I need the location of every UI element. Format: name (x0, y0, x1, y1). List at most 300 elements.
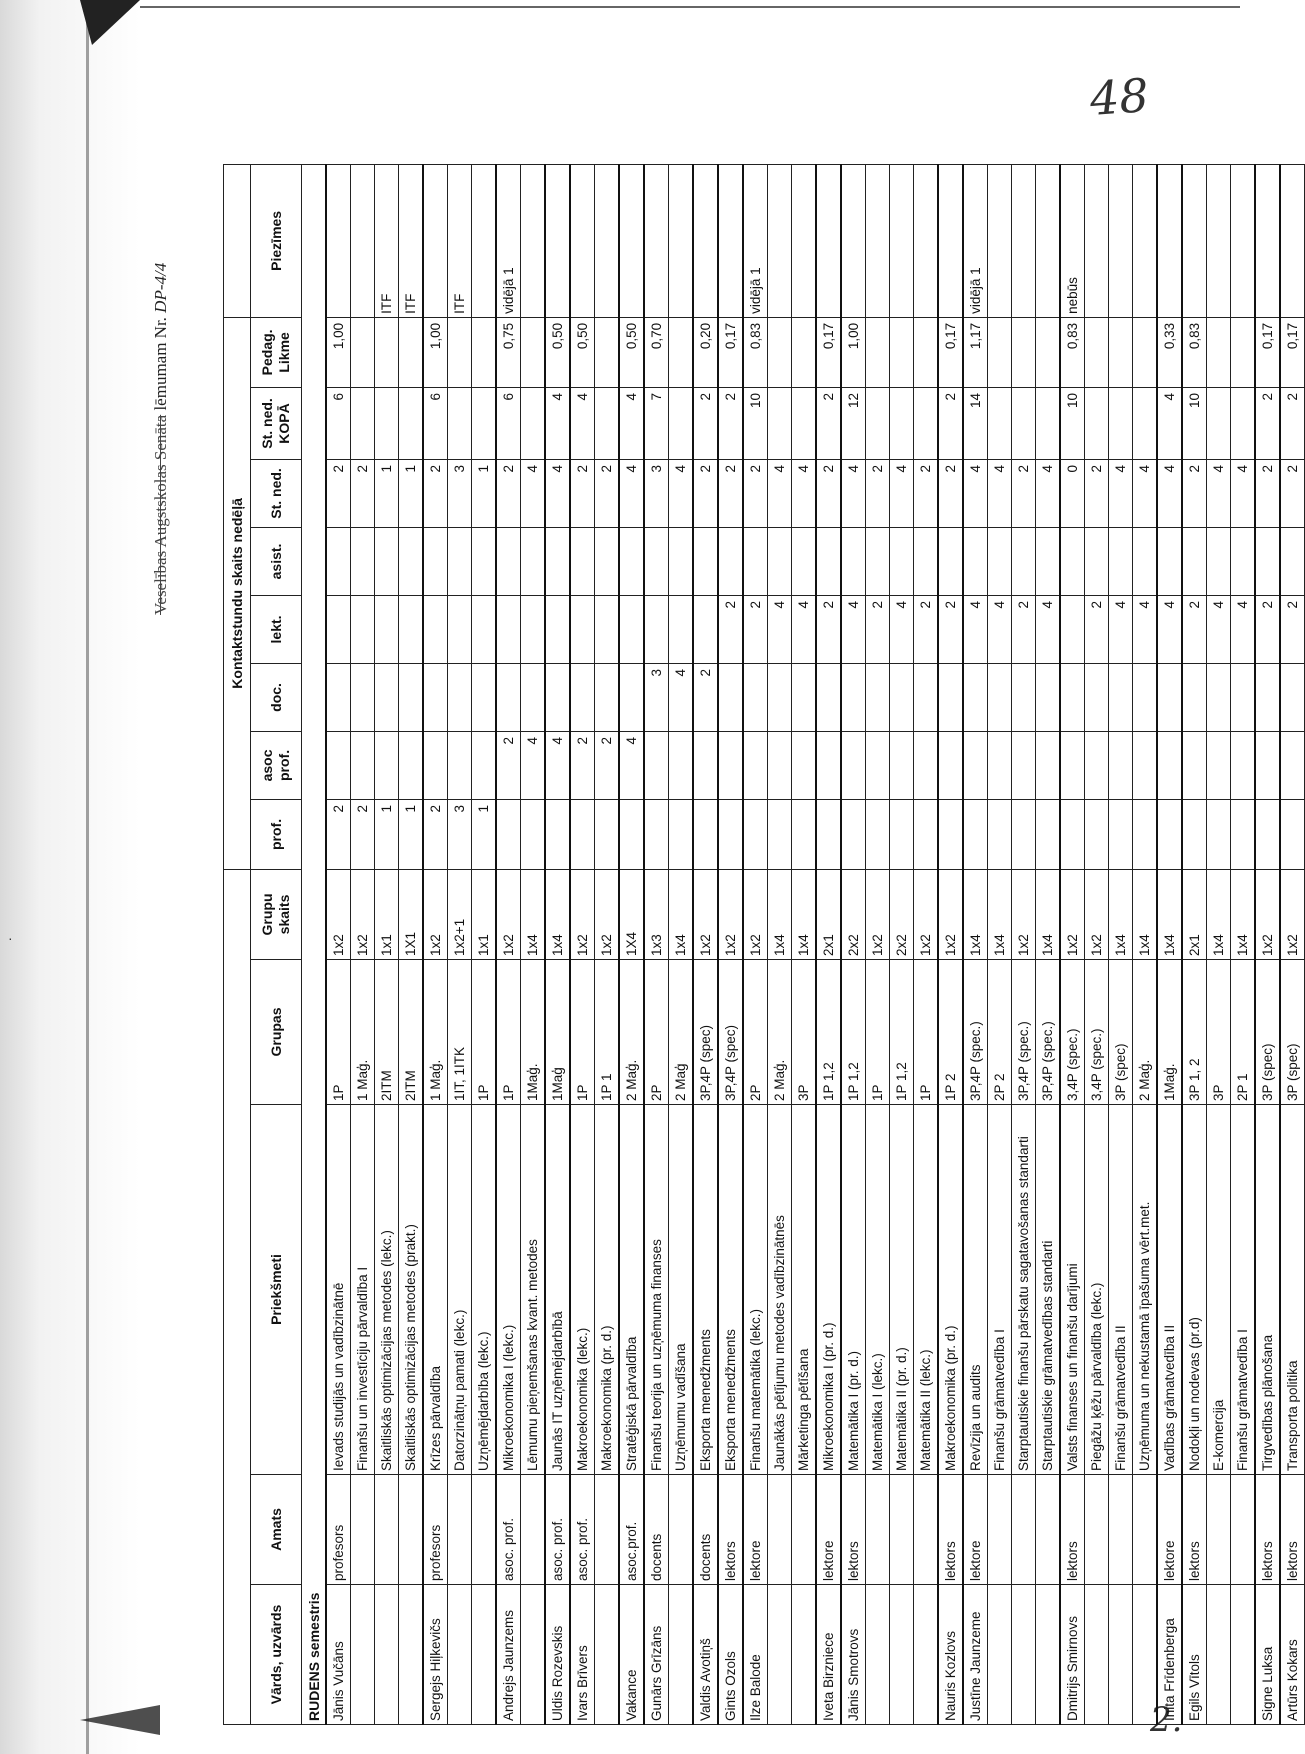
cell-weekly-total (1207, 387, 1231, 459)
cell-assoc-prof: 4 (619, 731, 644, 799)
cell-assoc-prof (1109, 731, 1133, 799)
cell-load-rate: 0,83 (1060, 317, 1085, 387)
cell-doc (375, 663, 399, 731)
cell-prof (1157, 799, 1182, 869)
cell-subject: Revīzija un audits (963, 1105, 988, 1475)
cell-doc (619, 663, 644, 731)
cell-lekt: 2 (1280, 595, 1305, 663)
cell-group-count: 1x4 (1157, 869, 1182, 959)
cell-load-rate: 0,17 (1255, 317, 1280, 387)
cell-notes: vidējā 1 (496, 164, 521, 317)
cell-name (1231, 1585, 1256, 1725)
cell-asist (351, 527, 375, 595)
table-row (472, 164, 497, 1724)
cell-subject: Eksporta menedžments (718, 1105, 743, 1475)
cell-subject: Jaunās IT uzņēmējdarbībā (545, 1105, 570, 1475)
table-row (1060, 164, 1085, 1724)
cell-position: lektors (1280, 1475, 1305, 1585)
cell-weekly: 4 (890, 459, 914, 527)
cell-name (595, 1585, 620, 1725)
cell-groups: 1P 1,2 (890, 960, 914, 1105)
cell-subject: Matemātika I (lekc.) (866, 1105, 890, 1475)
cell-asist (1036, 527, 1061, 595)
cell-weekly-total (472, 387, 497, 459)
cell-load-rate (1133, 317, 1158, 387)
cell-weekly-total: 7 (644, 387, 669, 459)
cell-name (399, 1585, 424, 1725)
cell-weekly-total: 10 (743, 387, 768, 459)
cell-group-count: 1x2 (1060, 869, 1085, 959)
cell-weekly: 1 (399, 459, 424, 527)
cell-weekly-total: 4 (545, 387, 570, 459)
cell-name: Signe Luksa (1255, 1585, 1280, 1725)
col-position: Amats (251, 1475, 302, 1585)
cell-weekly: 4 (963, 459, 988, 527)
cell-weekly: 2 (1012, 459, 1036, 527)
cell-subject: E-komercija (1207, 1105, 1231, 1475)
cell-lekt (693, 595, 718, 663)
cell-assoc-prof (1133, 731, 1158, 799)
cell-notes (816, 164, 841, 317)
cell-name (1012, 1585, 1036, 1725)
table-row (1231, 164, 1256, 1724)
cell-notes (792, 164, 817, 317)
cell-weekly: 2 (866, 459, 890, 527)
cell-load-rate: 0,20 (693, 317, 718, 387)
cell-groups: 1P (866, 960, 890, 1105)
cell-load-rate: 1,17 (963, 317, 988, 387)
cell-load-rate (890, 317, 914, 387)
cell-weekly-total (1085, 387, 1109, 459)
cell-name: Inita Frīdenberga (1157, 1585, 1182, 1725)
cell-lekt: 4 (841, 595, 866, 663)
cell-doc: 4 (669, 663, 694, 731)
cell-doc (570, 663, 595, 731)
cell-groups: 2 Maģ. (1133, 960, 1158, 1105)
cell-group-count: 1x2 (743, 869, 768, 959)
cell-notes (1133, 164, 1158, 317)
cell-prof (718, 799, 743, 869)
col-load-rate: Pedag. Likme (251, 317, 302, 387)
cell-weekly: 2 (351, 459, 375, 527)
table-row (1157, 164, 1182, 1724)
cell-notes (1109, 164, 1133, 317)
cell-position (399, 1475, 424, 1585)
cell-weekly-total (890, 387, 914, 459)
cell-notes (693, 164, 718, 317)
cell-position: lektors (1060, 1475, 1085, 1585)
cell-group-count: 1x4 (1207, 869, 1231, 959)
cell-load-rate (472, 317, 497, 387)
cell-name: Valdis Avotiņš (693, 1585, 718, 1725)
cell-notes (644, 164, 669, 317)
cell-load-rate (1109, 317, 1133, 387)
cell-subject: Matemātika II (lekc.) (914, 1105, 939, 1475)
cell-asist (1207, 527, 1231, 595)
cell-load-rate (1036, 317, 1061, 387)
col-weekly-total: St. ned. KOPĀ (251, 387, 302, 459)
cell-subject: Makroekonomika (pr. d.) (938, 1105, 963, 1475)
cell-group-count: 1x4 (1109, 869, 1133, 959)
table-row (718, 164, 743, 1724)
scan-left-edge (0, 0, 150, 1754)
cell-position (1231, 1475, 1256, 1585)
cell-asist (1231, 527, 1256, 595)
cell-notes (1036, 164, 1061, 317)
cell-weekly-total (988, 387, 1012, 459)
col-asist: asist. (251, 527, 302, 595)
cell-name (914, 1585, 939, 1725)
cell-load-rate: 1,00 (326, 317, 351, 387)
cell-name (1133, 1585, 1158, 1725)
margin-dots: · (8, 930, 13, 946)
cell-notes (841, 164, 866, 317)
cell-position: lektore (743, 1475, 768, 1585)
cell-groups: 2P (743, 960, 768, 1105)
cell-group-count: 1x4 (768, 869, 792, 959)
cell-assoc-prof (963, 731, 988, 799)
cell-asist (1012, 527, 1036, 595)
cell-load-rate: 0,75 (496, 317, 521, 387)
cell-weekly-total (669, 387, 694, 459)
cell-weekly-total: 4 (1157, 387, 1182, 459)
table-row (1280, 164, 1305, 1724)
cell-weekly-total (1231, 387, 1256, 459)
cell-prof (693, 799, 718, 869)
cell-prof (595, 799, 620, 869)
cell-weekly: 4 (521, 459, 546, 527)
cell-groups: 1IT, 1ITK (448, 960, 472, 1105)
cell-name: Andrejs Jaunzems (496, 1585, 521, 1725)
cell-subject: Matemātika I (pr. d.) (841, 1105, 866, 1475)
cell-subject: Skaitliskās optimizācijas metodes (lekc.) (375, 1105, 399, 1475)
cell-prof (669, 799, 694, 869)
table-row (792, 164, 817, 1724)
cell-groups: 2ITM (399, 960, 424, 1105)
cell-position: lektore (963, 1475, 988, 1585)
cell-prof (914, 799, 939, 869)
cell-lekt: 4 (988, 595, 1012, 663)
cell-asist (768, 527, 792, 595)
cell-position (375, 1475, 399, 1585)
cell-name: Sergejs Hiļkevičs (423, 1585, 448, 1725)
cell-lekt (496, 595, 521, 663)
cell-groups: 2 Maģ. (619, 960, 644, 1105)
cell-notes (1231, 164, 1256, 317)
cell-doc (496, 663, 521, 731)
cell-subject: Finanšu grāmatvedība I (988, 1105, 1012, 1475)
cell-lekt: 2 (743, 595, 768, 663)
cell-assoc-prof (988, 731, 1012, 799)
cell-lekt (570, 595, 595, 663)
cell-load-rate: 0,83 (1182, 317, 1207, 387)
cell-asist (472, 527, 497, 595)
cell-doc (988, 663, 1012, 731)
cell-doc (718, 663, 743, 731)
cell-assoc-prof (1060, 731, 1085, 799)
cell-weekly-total (448, 387, 472, 459)
cell-doc (1085, 663, 1109, 731)
cell-weekly-total: 4 (619, 387, 644, 459)
cell-group-count: 1x1 (472, 869, 497, 959)
cell-weekly: 3 (448, 459, 472, 527)
col-prof: prof. (251, 799, 302, 869)
cell-weekly-total (1036, 387, 1061, 459)
semester-row (302, 164, 327, 1724)
cell-position (866, 1475, 890, 1585)
cell-group-count: 2x1 (816, 869, 841, 959)
col-weekly: St. ned. (251, 459, 302, 527)
table-row (399, 164, 424, 1724)
cell-doc (890, 663, 914, 731)
cell-assoc-prof (1036, 731, 1061, 799)
cell-group-count: 1x2 (570, 869, 595, 959)
table-row (619, 164, 644, 1724)
cell-weekly-total (1109, 387, 1133, 459)
cell-prof (521, 799, 546, 869)
cell-weekly-total: 2 (816, 387, 841, 459)
cell-load-rate (1207, 317, 1231, 387)
cell-prof (1207, 799, 1231, 869)
cell-groups: 2 Maģ. (768, 960, 792, 1105)
cell-doc (963, 663, 988, 731)
header-spacer-right (224, 164, 251, 317)
cell-assoc-prof (914, 731, 939, 799)
cell-groups: 1 Maģ. (351, 960, 375, 1105)
cell-notes: ITF (399, 164, 424, 317)
table-row (1182, 164, 1207, 1724)
cell-position (1012, 1475, 1036, 1585)
cell-load-rate (351, 317, 375, 387)
cell-asist (816, 527, 841, 595)
cell-position (1109, 1475, 1133, 1585)
cell-subject: Uzņēmējdarbība (lekc.) (472, 1105, 497, 1475)
cell-name: Jānis Vučāns (326, 1585, 351, 1725)
cell-position: docents (693, 1475, 718, 1585)
cell-weekly-total (792, 387, 817, 459)
cell-prof (938, 799, 963, 869)
cell-assoc-prof (326, 731, 351, 799)
cell-lekt: 4 (1157, 595, 1182, 663)
cell-name (1207, 1585, 1231, 1725)
cell-asist (1060, 527, 1085, 595)
cell-notes (914, 164, 939, 317)
cell-weekly: 4 (1133, 459, 1158, 527)
cell-weekly: 2 (718, 459, 743, 527)
cell-prof (866, 799, 890, 869)
cell-lekt (619, 595, 644, 663)
table-row (743, 164, 768, 1724)
cell-weekly-total: 2 (1255, 387, 1280, 459)
cell-asist (1280, 527, 1305, 595)
cell-weekly: 4 (988, 459, 1012, 527)
cell-weekly: 0 (1060, 459, 1085, 527)
cell-assoc-prof (1255, 731, 1280, 799)
cell-asist (890, 527, 914, 595)
cell-name: Ivars Brīvers (570, 1585, 595, 1725)
cell-prof: 2 (326, 799, 351, 869)
cell-prof (644, 799, 669, 869)
col-subject: Priekšmeti (251, 1105, 302, 1475)
cell-name: Dmitrijs Smirnovs (1060, 1585, 1085, 1725)
cell-prof (816, 799, 841, 869)
table-body (302, 164, 1305, 1724)
cell-prof: 1 (472, 799, 497, 869)
cell-notes (669, 164, 694, 317)
cell-weekly-total: 2 (693, 387, 718, 459)
cell-groups: 3,4P (spec.) (1060, 960, 1085, 1105)
cell-weekly: 4 (1157, 459, 1182, 527)
cell-prof (1109, 799, 1133, 869)
cell-doc (768, 663, 792, 731)
cell-notes (472, 164, 497, 317)
cell-notes: vidējā 1 (963, 164, 988, 317)
cell-lekt (448, 595, 472, 663)
handwritten-page-number: 48 (1088, 68, 1151, 126)
col-lekt: lekt. (251, 595, 302, 663)
cell-weekly: 4 (1109, 459, 1133, 527)
table-row (423, 164, 448, 1724)
table-row (988, 164, 1012, 1724)
cell-subject: Finanšu teorija un uzņēmuma finanses (644, 1105, 669, 1475)
cell-groups: 1P (326, 960, 351, 1105)
col-doc: doc. (251, 663, 302, 731)
table-row (1109, 164, 1133, 1724)
cell-subject: Transporta politika (1280, 1105, 1305, 1475)
table-row (963, 164, 988, 1724)
cell-asist (743, 527, 768, 595)
cell-doc (938, 663, 963, 731)
cell-lekt: 2 (816, 595, 841, 663)
cell-notes (1255, 164, 1280, 317)
cell-subject: Mārketinga pētīšana (792, 1105, 817, 1475)
cell-doc (1280, 663, 1305, 731)
table-row (841, 164, 866, 1724)
cell-weekly-total: 10 (1182, 387, 1207, 459)
table-row (669, 164, 694, 1724)
cell-asist (448, 527, 472, 595)
cell-asist (792, 527, 817, 595)
cell-weekly: 2 (693, 459, 718, 527)
cell-load-rate: 0,17 (718, 317, 743, 387)
cell-subject: Mikroekonomika I (pr. d.) (816, 1105, 841, 1475)
cell-prof: 3 (448, 799, 472, 869)
cell-subject: Makroekonomika (pr. d.) (595, 1105, 620, 1475)
cell-name: Vakance (619, 1585, 644, 1725)
cell-weekly: 2 (496, 459, 521, 527)
cell-weekly-total: 2 (938, 387, 963, 459)
cell-group-count: 1X4 (619, 869, 644, 959)
cell-group-count: 1x4 (545, 869, 570, 959)
cell-lekt: 4 (1231, 595, 1256, 663)
cell-load-rate (1012, 317, 1036, 387)
cell-doc (1012, 663, 1036, 731)
cell-weekly-total: 10 (1060, 387, 1085, 459)
cell-doc (1255, 663, 1280, 731)
cell-notes (718, 164, 743, 317)
cell-asist (375, 527, 399, 595)
cell-position (792, 1475, 817, 1585)
cell-asist (644, 527, 669, 595)
cell-weekly-total: 6 (423, 387, 448, 459)
cell-position: lektors (1182, 1475, 1207, 1585)
cell-groups: 3P (spec) (1255, 960, 1280, 1105)
cell-group-count: 1x4 (1133, 869, 1158, 959)
cell-groups: 2P (644, 960, 669, 1105)
cell-subject: Vadības grāmatvedība II (1157, 1105, 1182, 1475)
cell-groups: 2P 2 (988, 960, 1012, 1105)
cell-weekly-total: 4 (570, 387, 595, 459)
cell-doc (521, 663, 546, 731)
cell-assoc-prof (399, 731, 424, 799)
cell-assoc-prof (351, 731, 375, 799)
cell-position (521, 1475, 546, 1585)
table-row (1085, 164, 1109, 1724)
cell-groups: 3P,4P (spec.) (1036, 960, 1061, 1105)
cell-name (669, 1585, 694, 1725)
cell-load-rate (1085, 317, 1109, 387)
cell-group-count: 1x2 (423, 869, 448, 959)
cell-position: asoc. prof. (545, 1475, 570, 1585)
cell-lekt: 4 (1207, 595, 1231, 663)
scan-binding-line (86, 0, 89, 1754)
cell-asist (619, 527, 644, 595)
cell-doc (914, 663, 939, 731)
cell-prof (1133, 799, 1158, 869)
cell-groups: 3P,4P (spec) (718, 960, 743, 1105)
cell-group-count: 1x2 (595, 869, 620, 959)
cell-subject: Finanšu grāmatvedība II (1109, 1105, 1133, 1475)
cell-prof (619, 799, 644, 869)
cell-position (1085, 1475, 1109, 1585)
cell-weekly: 4 (619, 459, 644, 527)
cell-subject: Starptautiskie grāmatvedības standarti (1036, 1105, 1061, 1475)
cell-load-rate: 1,00 (423, 317, 448, 387)
cell-assoc-prof (841, 731, 866, 799)
cell-load-rate (768, 317, 792, 387)
cell-load-rate: 0,33 (1157, 317, 1182, 387)
cell-assoc-prof (472, 731, 497, 799)
cell-notes (1012, 164, 1036, 317)
cell-name: Gints Ozols (718, 1585, 743, 1725)
cell-prof (1231, 799, 1256, 869)
cell-weekly: 2 (914, 459, 939, 527)
cell-lekt: 2 (1182, 595, 1207, 663)
cell-lekt (326, 595, 351, 663)
cell-assoc-prof (693, 731, 718, 799)
cell-asist (1157, 527, 1182, 595)
cell-group-count: 1x4 (1231, 869, 1256, 959)
table-row (521, 164, 546, 1724)
cell-weekly-total (375, 387, 399, 459)
handwritten-footer-mark: 2. (1150, 1700, 1183, 1740)
cell-weekly: 2 (1085, 459, 1109, 527)
cell-asist (1109, 527, 1133, 595)
cell-subject: Datorzinātņu pamati (lekc.) (448, 1105, 472, 1475)
table-row (448, 164, 472, 1724)
cell-assoc-prof (1012, 731, 1036, 799)
cell-position (595, 1475, 620, 1585)
cell-notes (570, 164, 595, 317)
cell-asist (496, 527, 521, 595)
cell-doc (1036, 663, 1061, 731)
cell-weekly-total (521, 387, 546, 459)
cell-weekly: 3 (644, 459, 669, 527)
cell-position (669, 1475, 694, 1585)
cell-group-count: 1x2 (938, 869, 963, 959)
cell-assoc-prof (768, 731, 792, 799)
table-row (890, 164, 914, 1724)
